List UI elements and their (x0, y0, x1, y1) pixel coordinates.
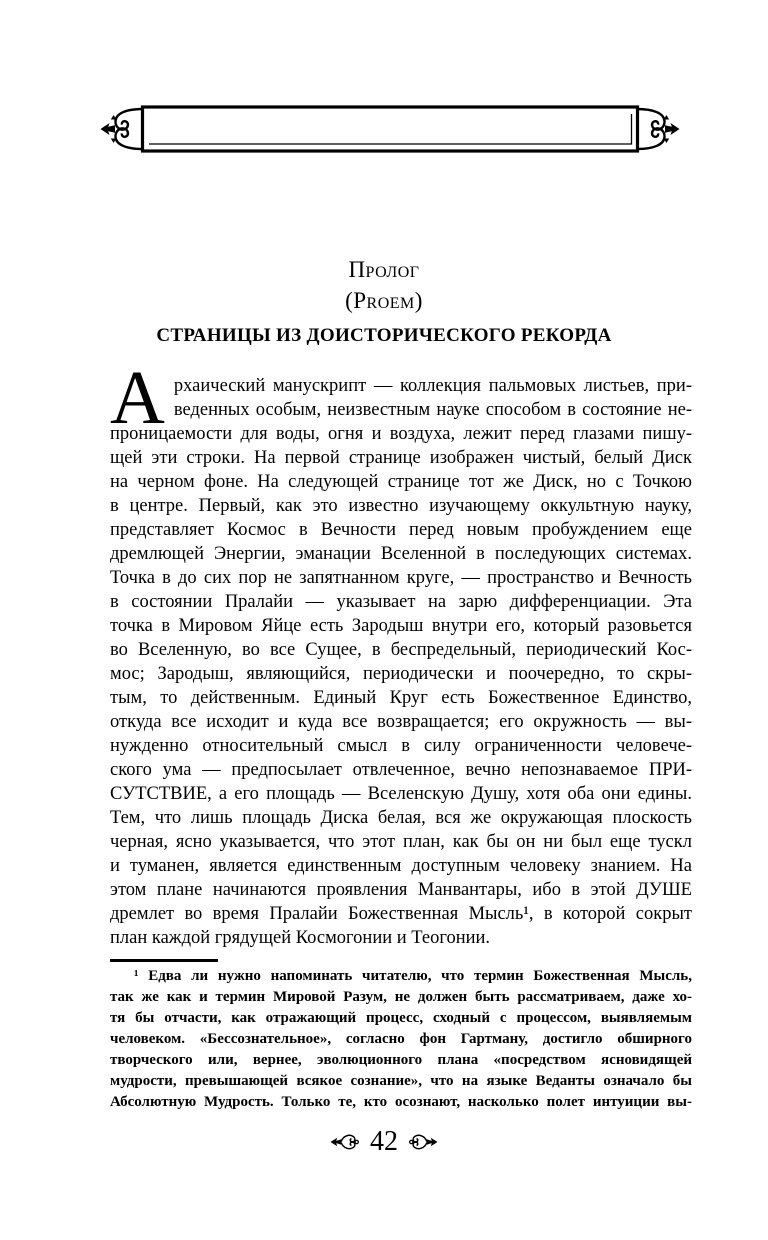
body-line: дремлет во время Пралайи Божественная Мысль¹, в которой сокрыт (110, 904, 692, 924)
body-line: на черном фоне. На следующей странице тот же Диск, но с Точкою (110, 472, 692, 492)
body-line: рхаический манускрипт — коллекция пальмовых листьев, при- (173, 376, 692, 396)
body-line: нужденно относительный смысл в силу ограниченности человече- (110, 736, 692, 756)
chapter-title: Пролог (348, 257, 420, 282)
body-line: веденных особым, неизвестным науке способом в состояние не- (173, 400, 692, 420)
body-line: черная, ясно указывается, что этот план, как бы он ни был еще тускл (110, 832, 692, 852)
title-block (0, 254, 768, 347)
body-line: тым, то действенным. Единый Круг есть Божественное Единство, (110, 688, 692, 708)
footnote-line: человеком. «Бессознательное», согласно фон Гартману, достигло обширного (110, 1031, 692, 1047)
body-line: во Вселенную, во все Сущее, в беспредельный, периодический Кос- (110, 640, 692, 660)
body-line: дремлющей Энергии, эманации Вселенной в последующих системах. (110, 544, 692, 564)
body-line: проницаемости для воды, огня и воздуха, лежит перед глазами пишу- (110, 424, 692, 444)
body-paragraph (110, 356, 692, 950)
drop-cap: А (110, 356, 165, 440)
body-line: СУТСТВИЕ, а его площадь — Вселенскую Душу, хотя оба они едины. (110, 784, 692, 804)
ornamental-header-banner-icon (100, 104, 680, 156)
footnote-line: Абсолютную Мудрость. Только те, кто осознают, насколько полет интуиции вы- (110, 1094, 692, 1110)
footnote-line: тя бы отчасти, как отражающий процесс, сходный с процессом, выявляемым (110, 1010, 692, 1026)
footnote-line: ¹ Едва ли нужно напоминать читателю, что термин Божественная Мысль, (134, 968, 692, 984)
footnote-line: мудрости, превышающей всякое сознание», что на языке Веданты означало бы (110, 1073, 692, 1089)
body-line: мос; Зародыш, являющийся, периодически и поочередно, то скры- (110, 664, 692, 684)
chapter-title-latin: (Proem) (345, 288, 423, 313)
body-line: и туманен, является единственным доступным человеку знанием. На (110, 856, 692, 876)
footnote-separator (110, 959, 218, 962)
body-line: ского ума — предпосылает отвлеченное, вечно непознаваемое ПРИ- (110, 760, 692, 780)
body-line: в центре. Первый, как это известно изучающему оккультную науку, (110, 496, 692, 516)
footnote-block (110, 966, 692, 1113)
body-line: Тем, что лишь площадь Диска белая, вся же окружающая плоскость (110, 808, 692, 828)
body-line: Точка в до сих пор не запятнанном круге, — пространство и Вечность (110, 568, 692, 588)
body-line: план каждой грядущей Космогонии и Теогонии. (110, 928, 491, 948)
body-line: в состоянии Пралайи — указывает на зарю дифференциации. Эта (110, 592, 692, 612)
body-line: представляет Космос в Вечности перед новым пробуждением еще (110, 520, 692, 540)
footnote-line: так же как и термин Мировой Разум, не должен быть рассматриваем, даже хо- (110, 989, 692, 1005)
footnote-line: творческого или, вернее, эволюционного плана «посредством ясновидящей (110, 1052, 692, 1068)
section-heading: СТРАНИЦЫ ИЗ ДОИСТОРИЧЕСКОГО РЕКОРДА (156, 325, 612, 346)
page-number: 42 (370, 1126, 398, 1157)
body-line: этом плане начинаются проявления Манвантары, ибо в этой ДУШЕ (110, 880, 692, 900)
body-line: точка в Мировом Яйце есть Зародыш внутри его, который разовьется (110, 616, 692, 636)
body-line: откуда все исходит и куда все возвращается; его окружность — вы- (110, 712, 692, 732)
body-line: щей эти строки. На первой странице изображен чистый, белый Диск (110, 448, 692, 468)
fleuron-left-icon (330, 1133, 359, 1151)
fleuron-right-icon (409, 1133, 438, 1151)
page-footer (0, 1126, 768, 1158)
